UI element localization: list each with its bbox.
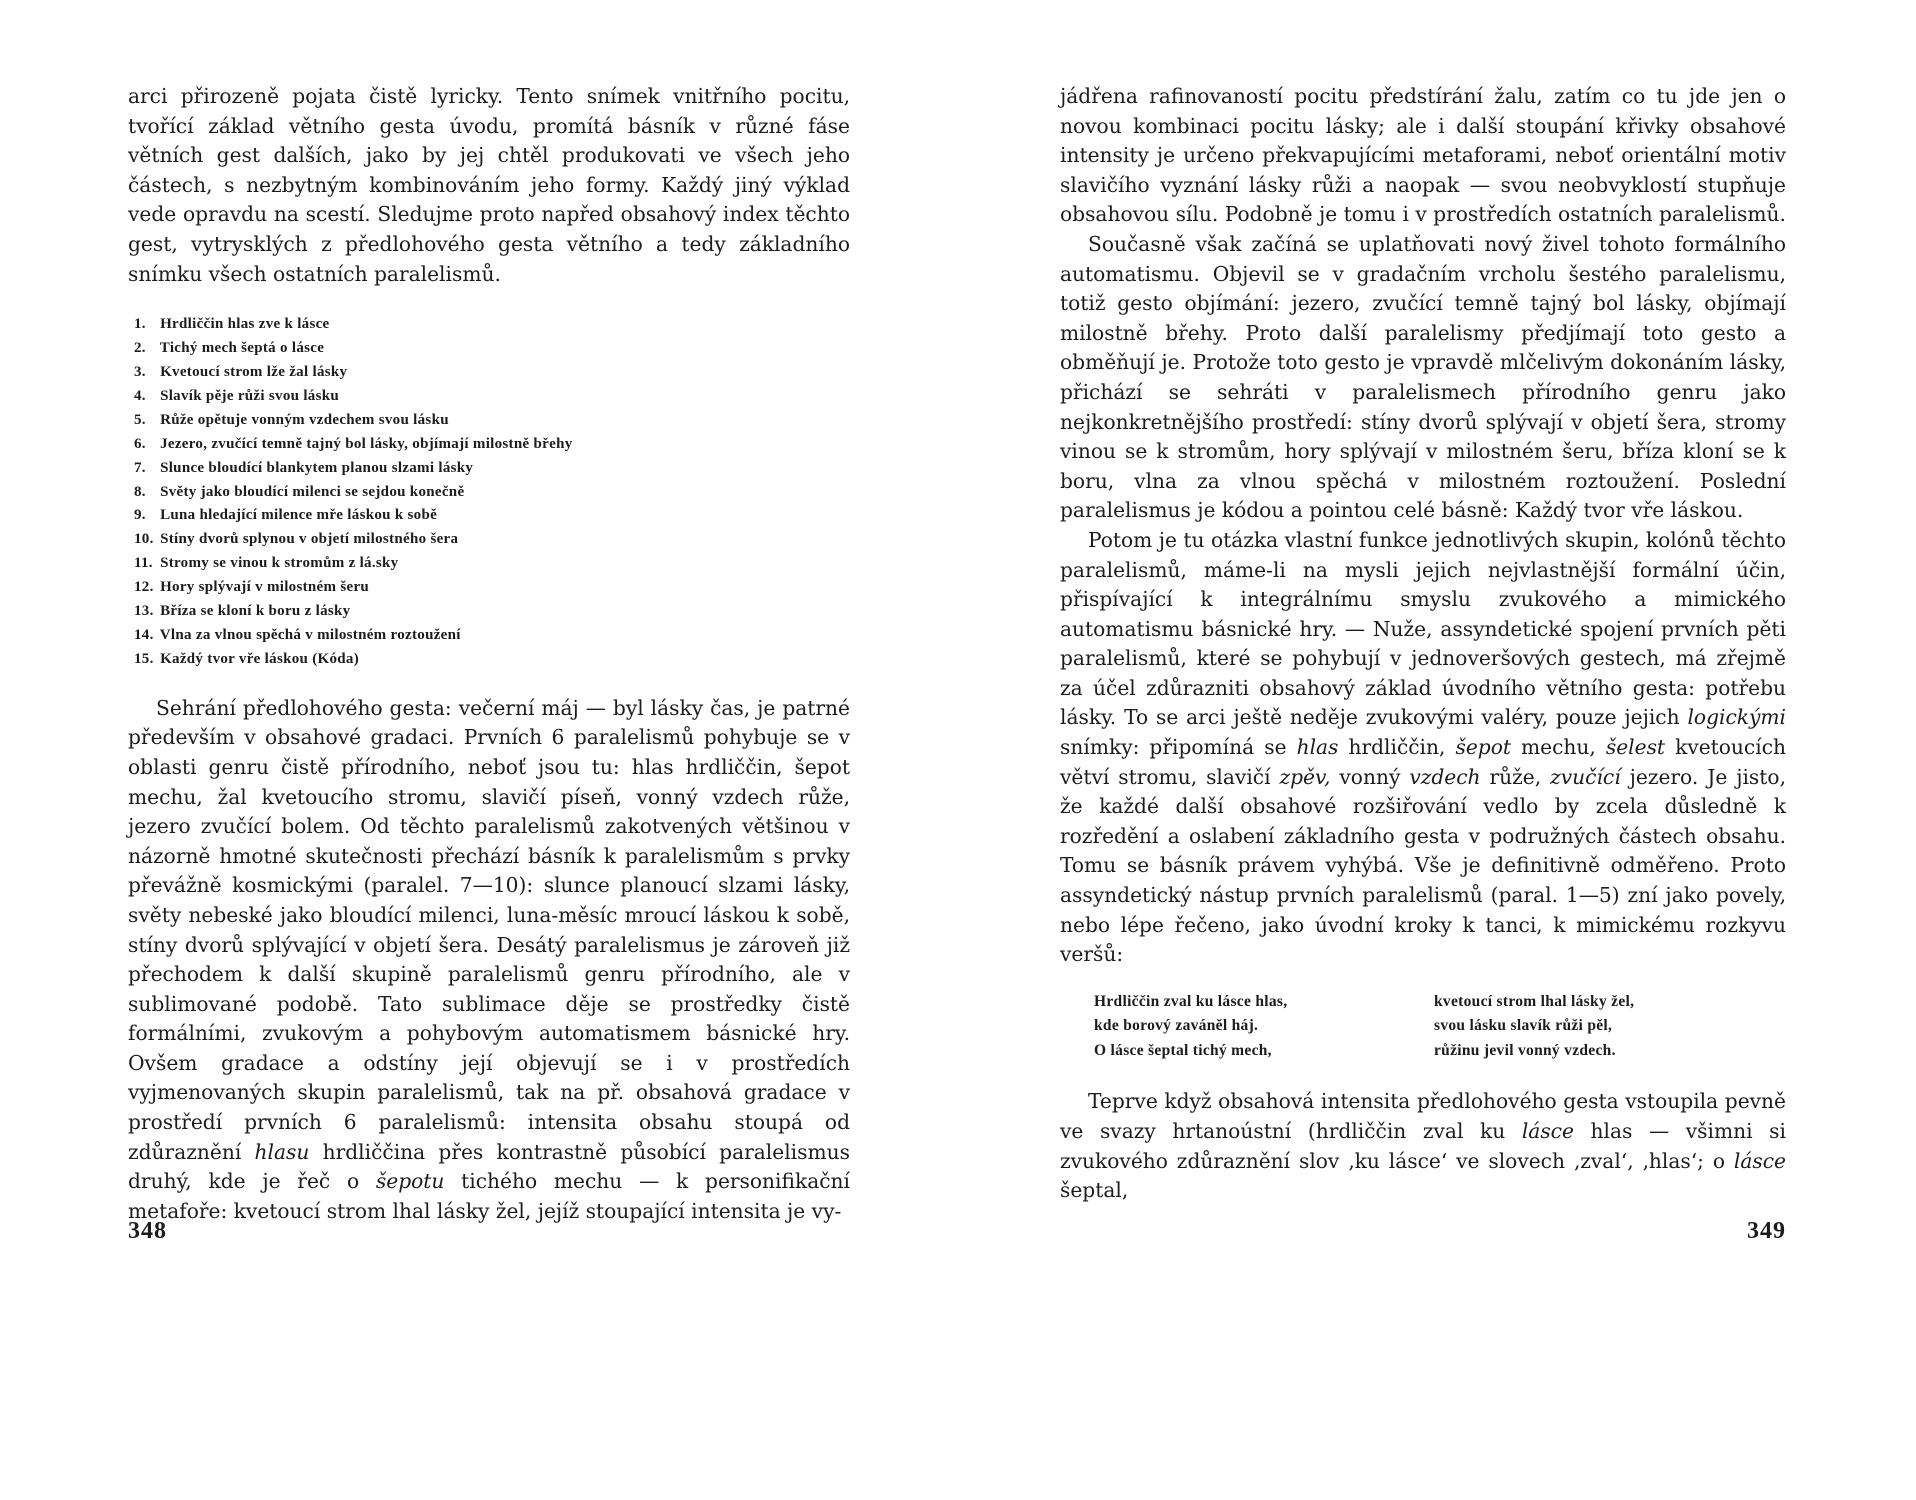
- right-paragraph-4: Teprve když obsahová intensita předlohového gesta vstoupila pevně ve svazy hrtanoústní (hrdliččin zval ku lásce hlas — všimni si zvukového zdůraznění slov ‚ku lásce‘ ve slovech ‚zval‘, ‚hlas‘; o lásce šeptal,: [1060, 1089, 1786, 1203]
- list-item: 3. Kvetoucí strom lže žal lásky: [134, 363, 348, 380]
- list-item: 9. Luna hledající milence mře láskou k sobě: [134, 507, 438, 524]
- right-paragraph-2: Současně však začíná se uplatňovati nový živel tohoto formálního automatismu. Objevil se v gradačním vrcholu šestého paralelismu, totiž gesto objímání: jezero, zvučící temně tajný bol lásky, objímají milostně břehy. Proto další paralelismy předjímají toto gesto a obměňují je. Protože toto gesto je vpravdě mlčelivým dokonáním lásky, přichází se sehráti v paralelismech přírodního genru jako nejkonkretnějšího prostředí: stíny dvorů splývají v objetí šera, stromy vinou se k stromům, hory splývají v milostném šeru, bříza kloní se k boru, vlna za vlnou spěchá v milostném roztoužení. Poslední paralelismus je kódou a pointou celé básně: Každý tvor vře láskou.: [1060, 231, 1786, 523]
- verse-line: Hrdliččin zval ku lásce hlas,: [1094, 992, 1288, 1010]
- verse-line: kvetoucí strom lhal lásky žel,: [1434, 992, 1635, 1010]
- list-item: 2. Tichý mech šeptá o lásce: [134, 340, 325, 357]
- list-item: 6. Jezero, zvučící temně tajný bol lásky, objímají milostně břehy: [134, 435, 573, 452]
- list-item: 1. Hrdliččin hlas zve k lásce: [134, 316, 330, 333]
- page-number: 349: [1747, 1218, 1786, 1244]
- list-item: 12. Hory splývají v milostném šeru: [134, 579, 370, 596]
- verse-column-left: [1094, 990, 1434, 1064]
- right-paragraph-1: jádřena rafinovaností pocitu předstírání žalu, zatím co tu jde jen o novou kombinaci pocitu lásky; ale i další stoupání křivky obsahové intensity je určeno překvapujícími metaforami, neboť orientální motiv slavičího vyznání lásky růži a naopak — svou neobvyklostí stupňuje obsahovou sílu. Podobně je tomu i v prostředích ostatních paralelismů.: [1060, 84, 1786, 227]
- list-item: 14. Vlna za vlnou spěchá v milostném roztoužení: [134, 626, 461, 643]
- verse-quotation: [1094, 990, 1786, 1064]
- verse-line: svou lásku slavík růži pěl,: [1434, 1017, 1613, 1035]
- verse-line: kde borový zaváněl háj.: [1094, 1017, 1259, 1035]
- left-paragraph-2: Sehrání předlohového gesta: večerní máj — byl lásky čas, je patrné především v obsahové gradaci. Prvních 6 paralelismů pohybuje se v oblasti genru čistě přírodního, neboť jsou tu: hlas hrdliččin, šepot mechu, žal kvetoucího stromu, slavičí píseň, vonný vzdech růže, jezero zvučící bolem. Od těchto paralelismů zakotvených většinou v názorně hmotné skutečnosti přechází básník k paralelismům s prvky převážně kosmickými (paralel. 7—10): slunce planoucí slzami lásky, světy nebeské jako bloudící milenci, luna-měsíc mroucí láskou k sobě, stíny dvorů splývající v objetí šera. Desátý paralelismus je zároveň již přechodem k další skupině paralelismů genru přírodního, ale v sublimované podobě. Tato sublimace děje se prostředky čistě formálními, zvukovým a pohybovým automatismem básnické hry. Ovšem gradace a odstíny její objevují se i v prostředích vyjmenovaných skupin paralelismů, tak na př. obsahová gradace v prostředí prvních 6 paralelismů: intensita obsahu stoupá od zdůraznění hlasu hrdliččina přes kontrastně působící paralelismus druhý, kde je řeč o šepotu tichého mechu — k personifikační metafoře: kvetoucí strom lhal lásky žel, jejíž stoupající intensita je vy-: [128, 695, 851, 1223]
- list-item: 15. Každý tvor vře láskou (Kóda): [134, 650, 360, 667]
- page-number: 348: [128, 1218, 167, 1244]
- list-item: 5. Růže opětuje vonným vzdechem svou lásku: [134, 411, 449, 428]
- right-text-column: [1060, 82, 1786, 1206]
- right-page: [958, 0, 1916, 1500]
- list-item: 7. Slunce bloudící blankytem planou slzami lásky: [134, 459, 474, 476]
- parallelism-index-list: [134, 313, 850, 672]
- verse-column-right: [1434, 990, 1774, 1064]
- verse-line: růžinu jevil vonný vzdech.: [1434, 1041, 1616, 1059]
- list-item: 13. Bříza se kloní k boru z lásky: [134, 603, 351, 620]
- list-item: 10. Stíny dvorů splynou v objetí milostného šera: [134, 531, 459, 548]
- list-item: 4. Slavík pěje růži svou lásku: [134, 387, 340, 404]
- left-text-column: [128, 82, 850, 1226]
- right-paragraph-3: Potom je tu otázka vlastní funkce jednotlivých skupin, kolónů těchto paralelismů, máme-li na mysli jejich nejvlastnější formální účin, přispívající k integrálnímu smyslu zvukového a mimického automatismu básnické hry. — Nuže, assyndetické spojení prvních pěti paralelismů, které se pohybují v jednoveršových gestech, má zřejmě za účel zdůrazniti obsahový základ úvodního větního gesta: potřebu lásky. To se arci ještě neděje zvukovými valéry, pouze jejich logickými snímky: připomíná se hlas hrdliččin, šepot mechu, šelest kvetoucích větví stromu, slavičí zpěv, vonný vzdech růže, zvučící jezero. Je jisto, že každé další obsahové rozšiřování vedlo by zcela důsledně k rozředění a oslabení základního gesta v podružných částech obsahu. Tomu se básník právem vyhýbá. Vše je definitivně odměřeno. Proto assyndetický nástup prvních paralelismů (paral. 1—5) zní jako povely, nebo lépe řečeno, jako úvodní kroky k tanci, k mimickému rozkyvu veršů:: [1060, 527, 1787, 967]
- verse-line: O lásce šeptal tichý mech,: [1094, 1041, 1272, 1059]
- list-item: 8. Světy jako bloudící milenci se sejdou konečně: [134, 483, 465, 500]
- left-paragraph-1: arci přirozeně pojata čistě lyricky. Tento snímek vnitřního pocitu, tvořící základ větního gesta úvodu, promítá básník v různé fáse větních gest dalších, jako by jej chtěl produkovati ve všech jeho částech, s nezbytným kombinováním jeho formy. Každý jiný výklad vede opravdu na scestí. Sledujme proto napřed obsahový index těchto gest, vytrysklých z předlohového gesta větního a tedy základního snímku všech ostatních paralelismů.: [128, 84, 850, 286]
- list-item: 11. Stromy se vinou k stromům z lá.sky: [134, 555, 399, 572]
